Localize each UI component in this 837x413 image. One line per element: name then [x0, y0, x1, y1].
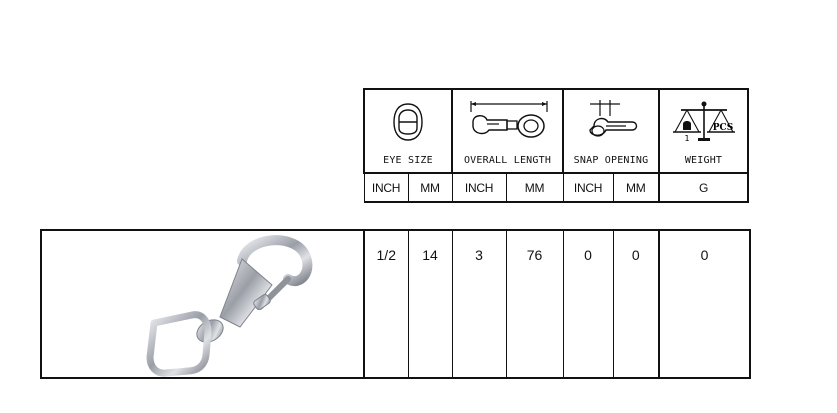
eye-size-label: EYE SIZE	[383, 155, 433, 166]
length-inch-value: 3	[452, 230, 506, 378]
unit-length-inch: INCH	[452, 173, 506, 202]
product-row	[40, 229, 749, 379]
snap-mm-value: 0	[613, 230, 659, 378]
scale-right-text: PCS	[712, 123, 733, 133]
overall-length-icon	[463, 98, 553, 146]
scale-left-text: 1	[683, 134, 690, 143]
length-mm-value: 76	[506, 230, 563, 378]
unit-eye-mm: MM	[408, 173, 452, 202]
weight-header	[659, 89, 748, 173]
snap-inch-value: 0	[563, 230, 613, 378]
eye-mm-value: 14	[408, 230, 452, 378]
product-image-cell	[41, 230, 364, 378]
overall-length-label: OVERALL LENGTH	[463, 155, 552, 166]
weight-label: WEIGHT	[684, 155, 723, 166]
eye-inch-value: 1/2	[364, 230, 408, 378]
unit-snap-inch: INCH	[563, 173, 613, 202]
eye-size-icon	[390, 100, 426, 144]
snap-opening-icon	[576, 98, 646, 146]
overall-length-header	[452, 89, 563, 173]
unit-length-mm: MM	[506, 173, 563, 202]
snap-opening-label: SNAP OPENING	[573, 155, 649, 166]
snap-opening-header	[563, 89, 659, 173]
weight-g-value: 0	[659, 230, 750, 378]
eye-size-header	[364, 89, 452, 173]
spec-header-table	[363, 88, 749, 201]
swivel-snap-hook-image	[42, 231, 362, 377]
weight-scale-icon	[671, 100, 737, 144]
unit-eye-inch: INCH	[364, 173, 408, 202]
unit-weight-g: G	[659, 173, 748, 202]
unit-snap-mm: MM	[613, 173, 659, 202]
